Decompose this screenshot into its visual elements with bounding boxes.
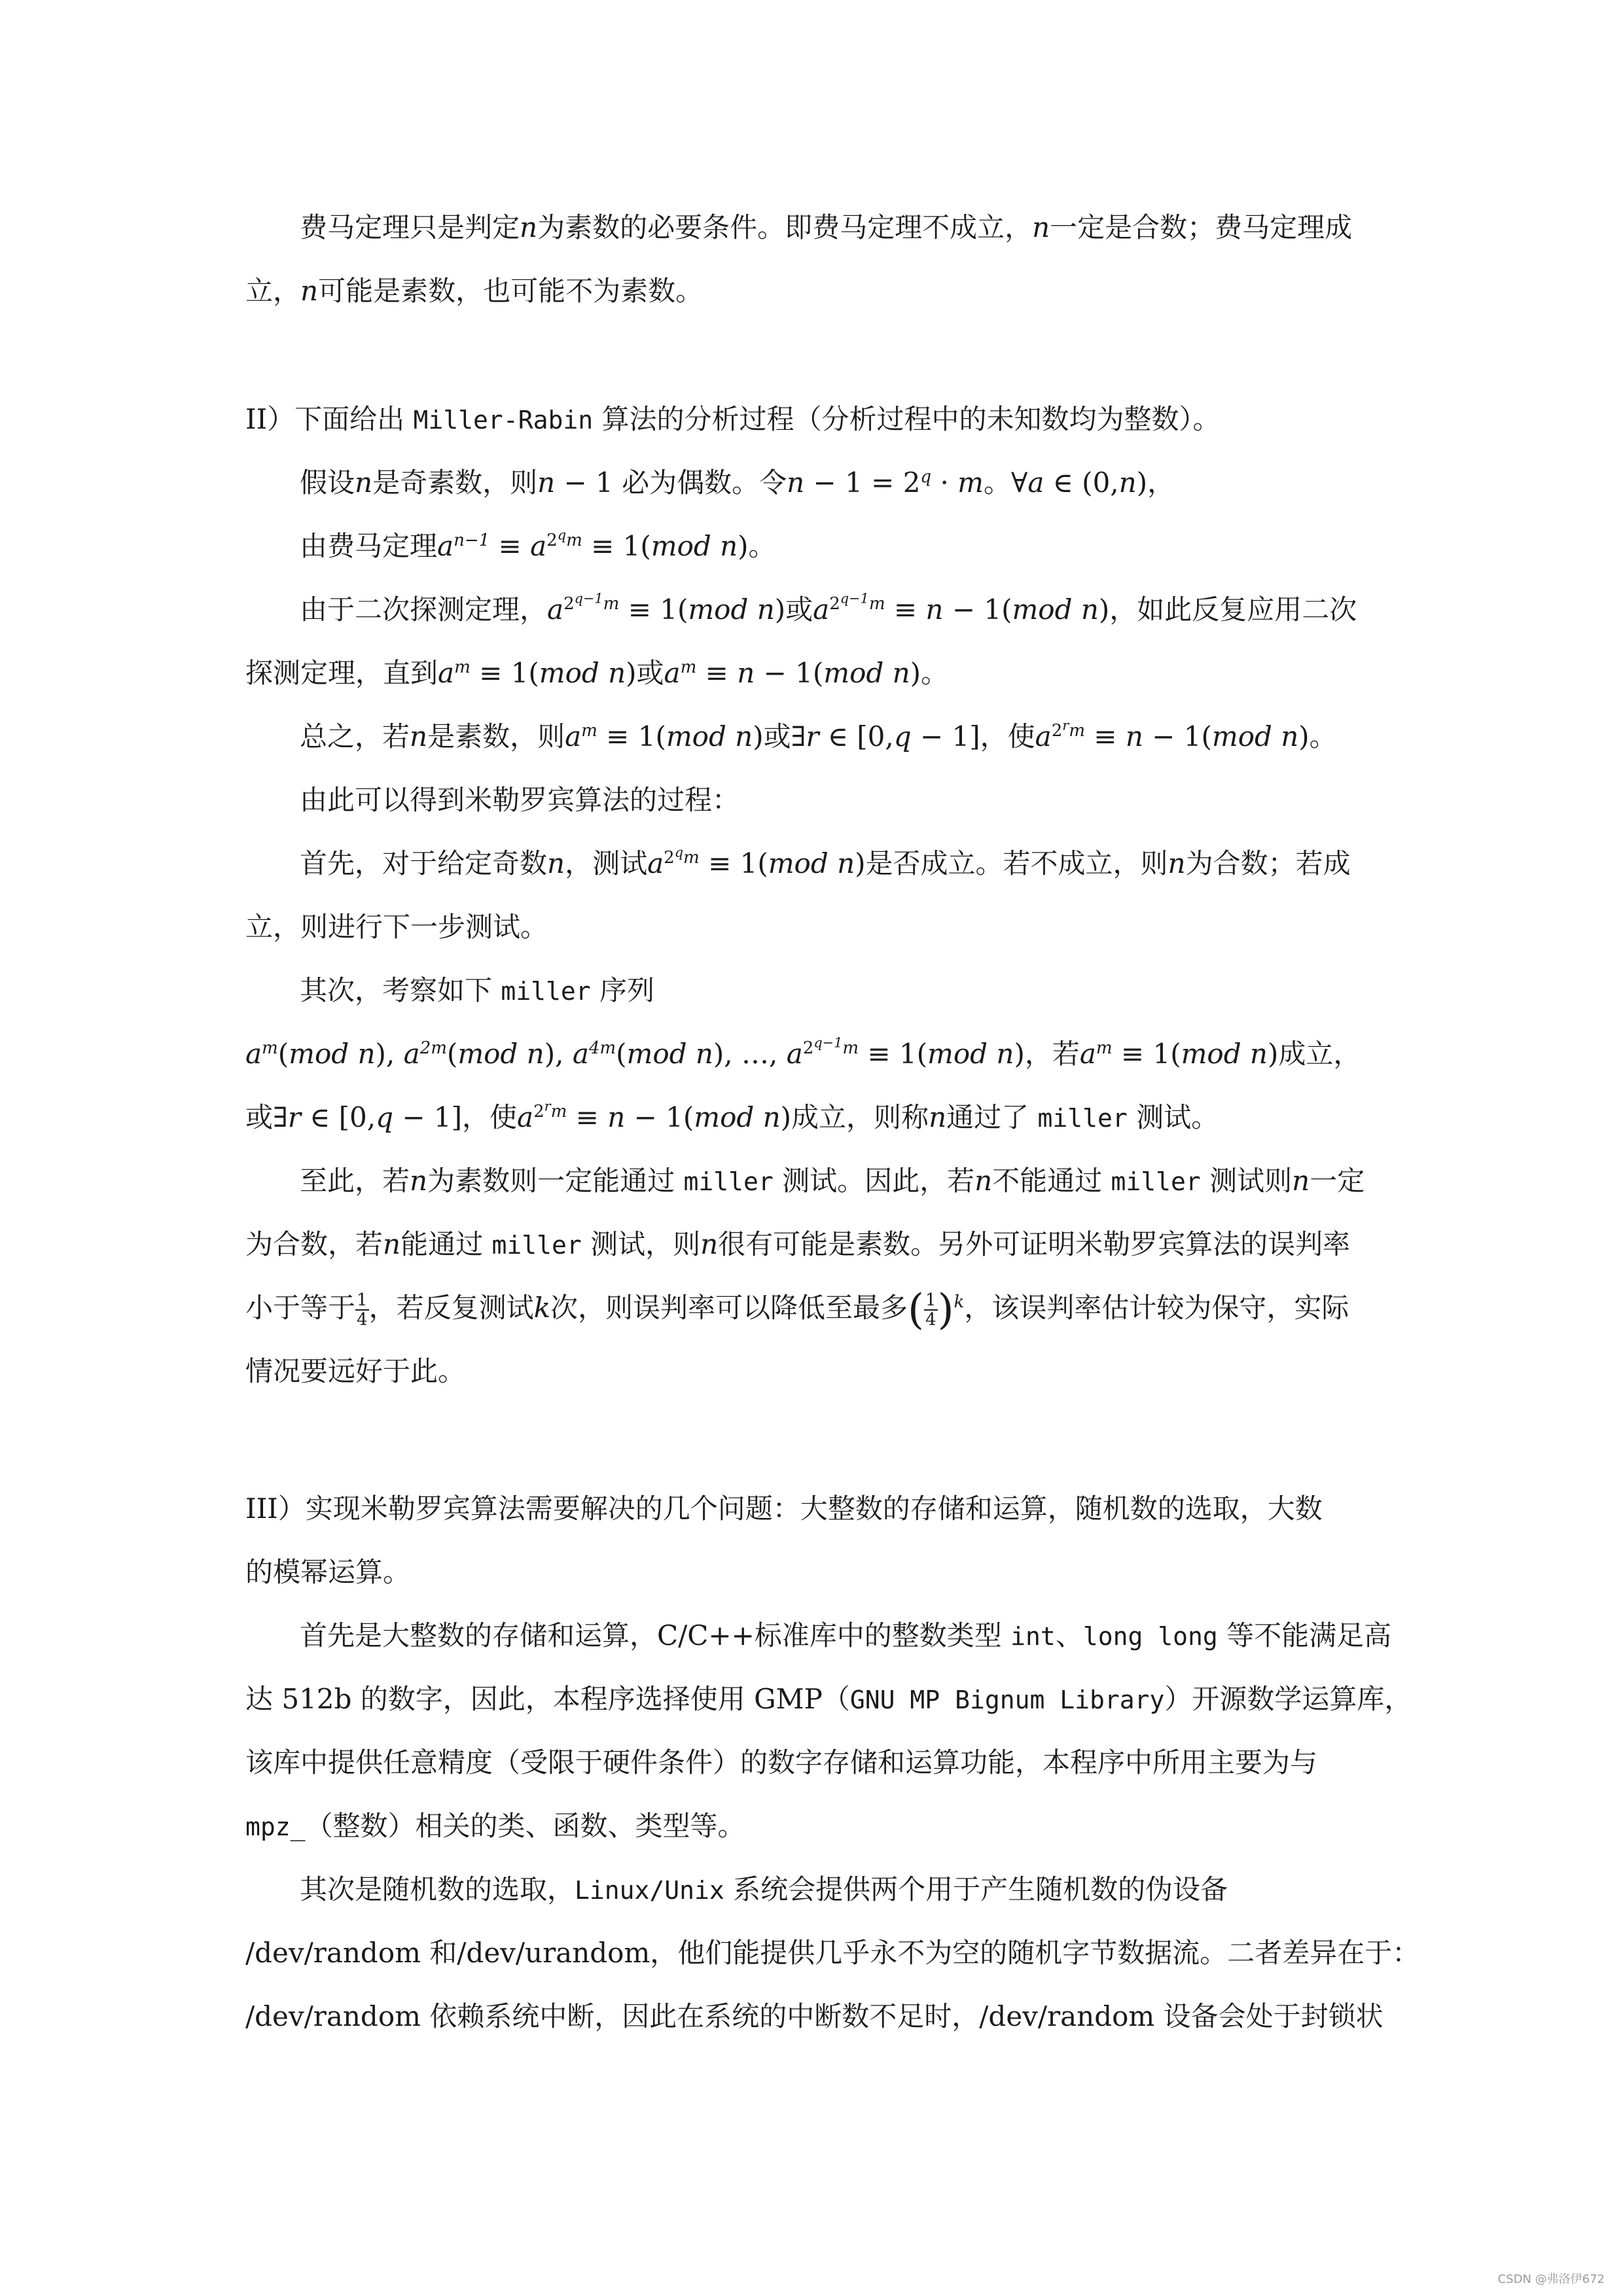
bigint-line-4: mpz_（整数）相关的类、函数、类型等。 [245,1810,745,1842]
sofar-line-1: 至此，若n为素数则一定能通过 miller 测试。因此，若n不能通过 miller 测试则n一定 [300,1165,1365,1197]
random-line-2: /dev/random 和/dev/urandom，他们能提供几乎永不为空的随机字节数据流。二者差异在于： [245,1937,1420,1969]
section-II-heading: II）下面给出 Miller-Rabin 算法的分析过程（分析过程中的未知数均为整数）。 [245,403,1221,435]
bigint-line-2: 达 512b 的数字，因此，本程序选择使用 GMP（GNU MP Bignum Library）开源数学运算库， [245,1683,1412,1715]
section-III-line-1: III）实现米勒罗宾算法需要解决的几个问题：大整数的存储和运算，随机数的选取，大数 [245,1492,1323,1525]
sofar-line-4: 情况要远好于此。 [245,1355,466,1387]
hence-line: 由此可以得到米勒罗宾算法的过程： [300,784,740,816]
second-line: 其次，考察如下 miller 序列 [300,974,654,1006]
first-line-1: 首先，对于给定奇数n，测试$a^{2^qm} \equiv 1(mod$ n)是否成立。若不成立，则n为合数；若成 [300,844,1351,879]
watermark: CSDN @弗洛伊672 [1497,2272,1605,2286]
fermat-note-line-2: 立，n可能是素数，也可能不为素数。 [245,275,704,307]
assume-line: 假设n是奇素数，则n − 1 必为偶数。令$n - 1 = 2^q \cdot m$。∀a ∈ (0,n)， [300,467,1175,499]
sequence-line-2: 或∃r ∈ [0,q − 1]，使$a^{2^rm} \equiv n - 1(mod$ n)成立，则称n通过了 miller 测试。 [245,1098,1219,1133]
quadratic-line-1: 由于二次探测定理，$a^{2^{q-1}m} \equiv 1(mod$ n)或$a^{2^{q-1}m} \equiv n - 1(mod$ n)，如此反复应用二次 [300,590,1357,626]
summary-line: 总之，若n是素数，则$a^m \equiv 1(mod$ n)或∃r ∈ [0,q − 1]，使$a^{2^rm} \equiv n - 1(mod$ n)。 [300,717,1337,752]
sequence-line-1: $a^m(mod$ n), $a^{2m}(mod$ n), $a^{4m}(mod$ n), …, $a^{2^{q-1}m} \equiv 1(mod$ n)，若$a^m \equiv 1(mod$ n)成立， [245,1034,1361,1070]
sofar-line-3: 小于等于 $\frac{1}{4}$ ，若反复测试k次，则误判率可以降低至最多( $\frac{1}{4}$ )$^k$，该误判率估计较为保守，实际 [245,1286,1349,1334]
random-line-1: 其次是随机数的选取，Linux/Unix 系统会提供两个用于产生随机数的伪设备 [300,1873,1228,1905]
random-line-3: /dev/random 依赖系统中断，因此在系统的中断数不足时，/dev/random 设备会处于封锁状 [245,2000,1383,2032]
quadratic-line-2: 探测定理，直到$a^m \equiv 1(mod$ n)或$a^m \equiv n - 1(mod$ n)。 [245,657,949,689]
bigint-line-3: 该库中提供任意精度（受限于硬件条件）的数字存储和运算功能，本程序中所用主要为与 [245,1746,1318,1778]
section-III-line-2: 的模幂运算。 [245,1556,411,1588]
sofar-line-2: 为合数，若n能通过 miller 测试，则n很有可能是素数。另外可证明米勒罗宾算法的误判率 [245,1228,1351,1260]
first-line-2: 立，则进行下一步测试。 [245,911,548,943]
fermat-note-line-1: 费马定理只是判定n为素数的必要条件。即费马定理不成立，n一定是合数；费马定理成 [300,211,1353,243]
bigint-line-1: 首先是大整数的存储和运算，C/C++标准库中的整数类型 int、long long 等不能满足高 [300,1619,1392,1651]
by-fermat-line: 由费马定理$a^{n-1} \equiv a^{2^qm} \equiv 1(mod$ n)。 [300,527,776,562]
